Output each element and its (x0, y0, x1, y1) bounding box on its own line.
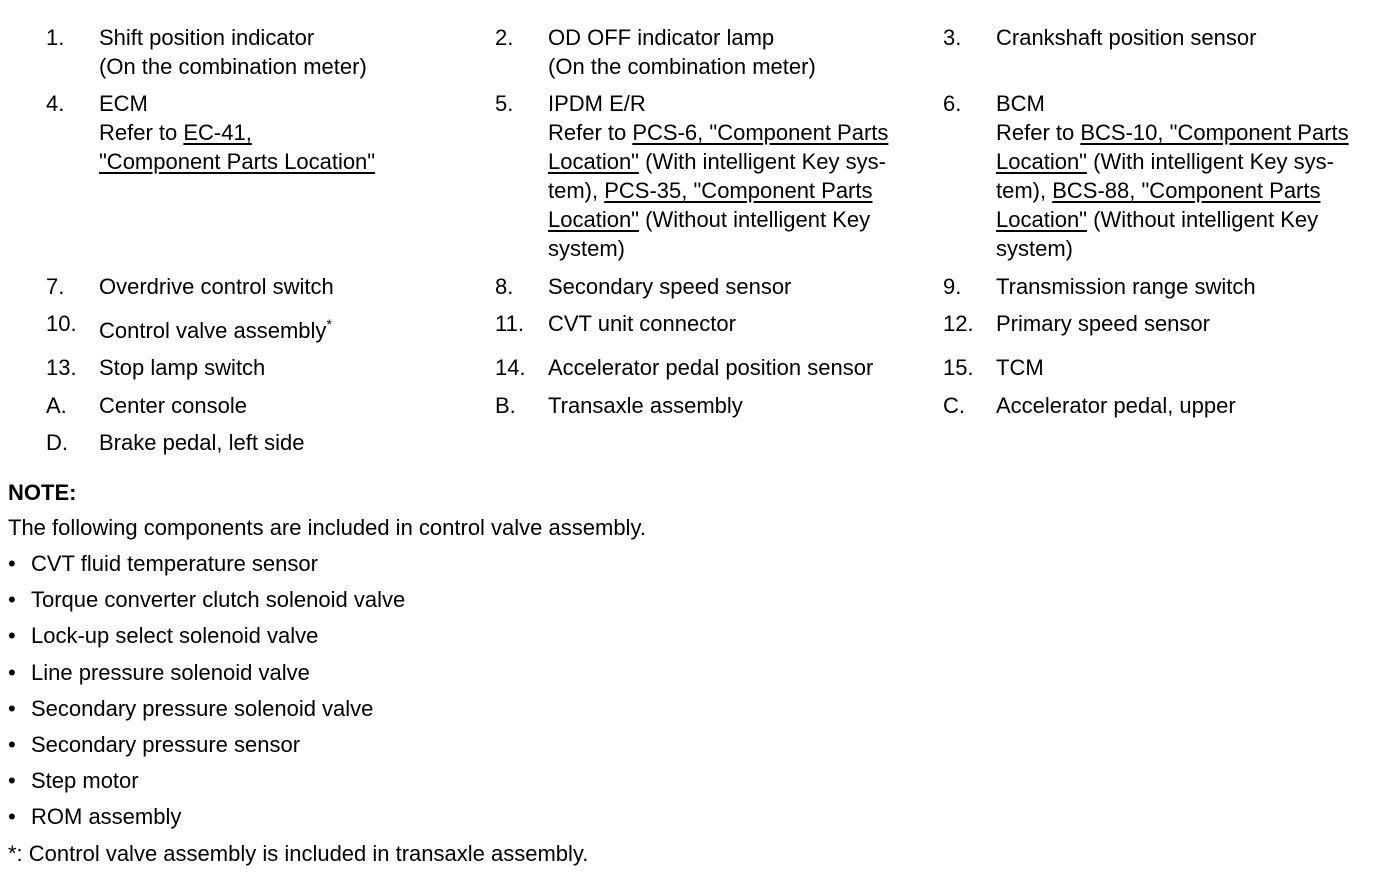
legend-letter: D. (46, 430, 68, 455)
ref-link-pcs-35-cont[interactable]: Location" (548, 207, 639, 232)
ref-link-bcs-10[interactable]: BCS-10, "Component Parts (1080, 120, 1349, 145)
list-item: • Secondary pressure sensor (8, 731, 301, 757)
legend-letter: A. (46, 393, 67, 418)
ref-note: tem), (996, 178, 1053, 203)
list-item: • ROM assembly (8, 804, 182, 830)
legend-number: 1. (46, 25, 65, 50)
legend-label: Secondary speed sensor (548, 274, 792, 299)
ref-link-bcs-10-cont[interactable]: Location" (996, 149, 1087, 174)
ref-link-pcs-35[interactable]: PCS-35, "Component Parts (604, 178, 873, 203)
legend-number: 7. (46, 274, 65, 299)
legend-label: Accelerator pedal, upper (996, 393, 1236, 418)
legend-number: 4. (46, 91, 65, 116)
bullet: • (8, 587, 16, 613)
ref-note: (With intelligent Key sys- (639, 149, 886, 174)
legend-label: Brake pedal, left side (99, 430, 305, 455)
ref-note: (Without intelligent Key (639, 207, 871, 232)
ref-link-pcs-6[interactable]: PCS-6, "Component Parts (632, 120, 889, 145)
legend-label: Overdrive control switch (99, 274, 334, 299)
footnote: *: Control valve assembly is included in transaxle assembly. (8, 841, 589, 866)
ref-link-bcs-88-cont[interactable]: Location" (996, 207, 1087, 232)
legend-number: 6. (943, 91, 962, 116)
legend-label: Accelerator pedal position sensor (548, 355, 874, 380)
ref-link-ec-41[interactable]: EC-41, (183, 120, 252, 145)
list-item: • Lock-up select solenoid valve (8, 623, 319, 649)
refer-prefix: Refer to (548, 120, 633, 145)
ref-link-pcs-6-cont[interactable]: Location" (548, 149, 639, 174)
legend-label: Crankshaft position sensor (996, 25, 1257, 50)
bullet: • (8, 804, 16, 830)
ref-note: (Without intelligent Key (1087, 207, 1319, 232)
legend-label: Stop lamp switch (99, 355, 266, 380)
legend-number: 9. (943, 274, 962, 299)
ref-note: tem), (548, 178, 605, 203)
list-item: • Step motor (8, 768, 139, 794)
bullet: • (8, 623, 16, 649)
legend-number: 13. (46, 355, 77, 380)
legend-label: OD OFF indicator lamp (548, 25, 775, 50)
legend-label: CVT unit connector (548, 311, 736, 336)
legend-label: Center console (99, 393, 247, 418)
list-item: • Secondary pressure solenoid valve (8, 695, 374, 721)
legend-number: 8. (495, 274, 514, 299)
legend-label: IPDM E/R (548, 91, 646, 116)
legend-number: 14. (495, 355, 526, 380)
refer-prefix: Refer to (996, 120, 1081, 145)
legend-label: Transmission range switch (996, 274, 1256, 299)
ref-link-bcs-88[interactable]: BCS-88, "Component Parts (1052, 178, 1321, 203)
bullet: • (8, 768, 16, 794)
legend-number: 5. (495, 91, 514, 116)
legend-label: BCM (996, 91, 1045, 116)
bullet: • (8, 659, 16, 685)
legend-number: 12. (943, 311, 974, 336)
legend-label: TCM (996, 355, 1044, 380)
ref-link-ec-41-cont[interactable]: "Component Parts Location" (99, 149, 376, 174)
legend-label: ECM (99, 91, 148, 116)
legend-number: 15. (943, 355, 974, 380)
legend-label: Primary speed sensor (996, 311, 1210, 336)
bullet: • (8, 731, 16, 757)
legend-number: 11. (495, 311, 524, 336)
note-intro: The following components are included in control valve assembly. (8, 515, 646, 540)
legend-letter: C. (943, 393, 965, 418)
legend-number: 3. (943, 25, 962, 50)
legend-letter: B. (495, 393, 516, 418)
bullet: • (8, 695, 16, 721)
legend-sublabel: (On the combination meter) (548, 54, 816, 79)
list-item: • CVT fluid temperature sensor (8, 551, 318, 576)
legend-number: 10. (46, 311, 77, 336)
legend-label: Transaxle assembly (548, 393, 743, 418)
ref-note: system) (548, 236, 625, 261)
ref-note: system) (996, 236, 1073, 261)
note-title: NOTE: (8, 480, 77, 505)
list-item: • Torque converter clutch solenoid valve (8, 587, 406, 613)
list-item: • Line pressure solenoid valve (8, 659, 310, 685)
footnote-marker: * (326, 316, 332, 332)
bullet: • (8, 551, 16, 576)
refer-prefix: Refer to (99, 120, 184, 145)
legend-label: Shift position indicator (99, 25, 315, 50)
legend-number: 2. (495, 25, 514, 50)
ref-note: (With intelligent Key sys- (1087, 149, 1334, 174)
component-list (8, 549, 405, 839)
legend-sublabel: (On the combination meter) (99, 54, 367, 79)
legend-label: Control valve assembly (99, 318, 327, 343)
